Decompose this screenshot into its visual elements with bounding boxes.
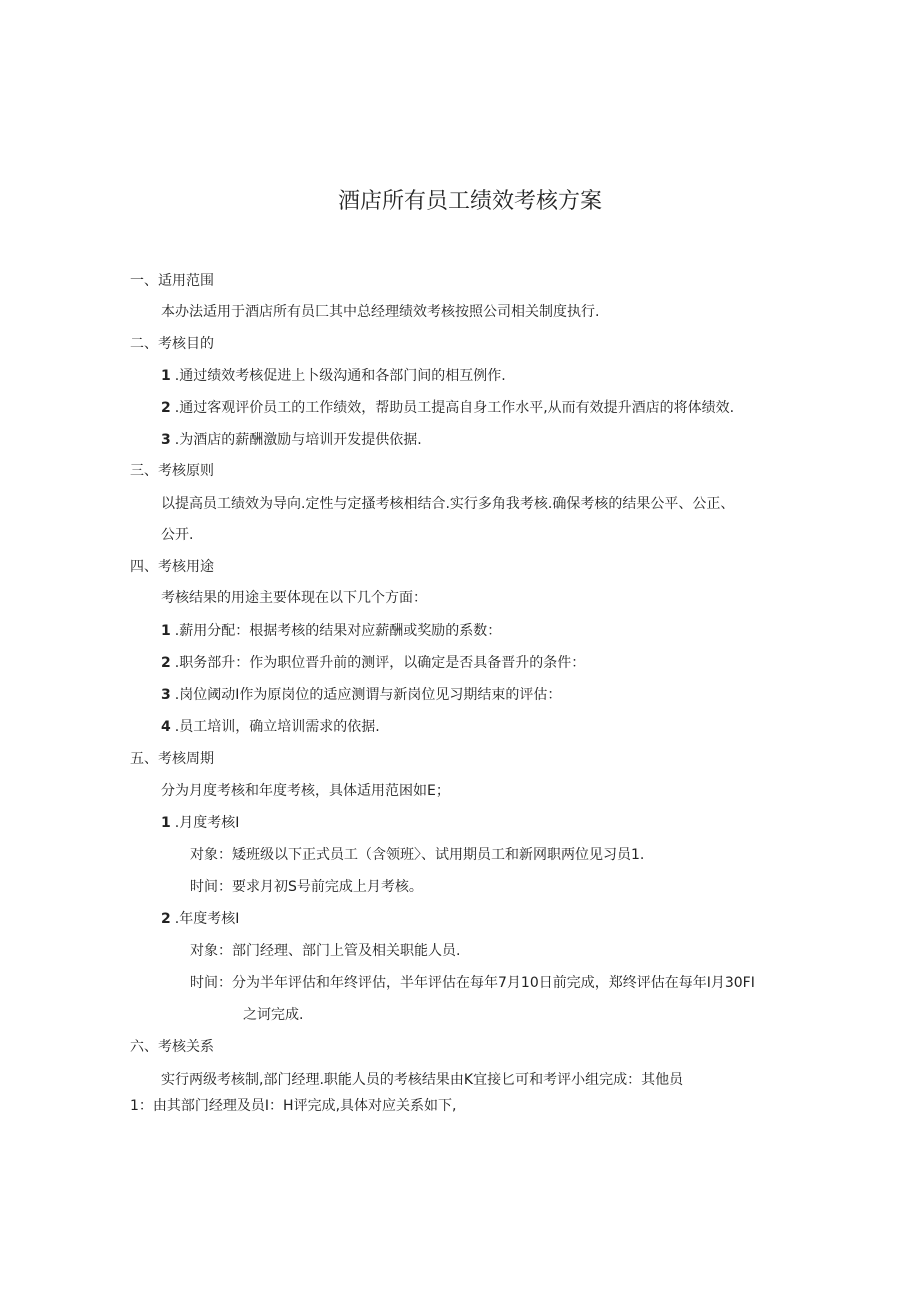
section-text-relations-cont: 1：由其部门经理及员I：H评完成,具体对应关系如下, xyxy=(130,1098,457,1114)
section-heading-scope: 一、适用范围 xyxy=(130,273,214,289)
list-item-number: 1 xyxy=(161,623,171,639)
section-text-principles-cont: 公开. xyxy=(161,527,194,543)
list-item xyxy=(161,622,501,640)
section-heading-principles: 三、考核原则 xyxy=(130,463,214,479)
list-item-text: .职务部升：作为职位晋升前的测评，以确定是否具备晋升的条件： xyxy=(174,655,586,671)
page-title: 酒店所有员工绩效考核方案 xyxy=(337,189,602,214)
annual-object: 对象：部门经理、部门上管及相关职能人员. xyxy=(190,943,461,959)
annual-time: 时间：分为半年评估和年终评估，半年评估在每年7月10日前完成，郑终评估在每年I月30FI xyxy=(190,975,755,991)
section-intro-uses: 考核结果的用途主要体现在以下几个方面： xyxy=(161,590,427,606)
list-item-number: 1 xyxy=(161,368,171,384)
list-item-text: .通过绩效考核促进上卜级沟通和各部门间的相互例作. xyxy=(174,368,506,384)
list-item xyxy=(161,367,506,385)
section-text-principles: 以提高员工绩效为导向.定性与定搔考核相结合.实行多角我考核.确保考核的结果公平、公正、 xyxy=(161,496,735,512)
list-item xyxy=(161,654,585,672)
list-item-number: 2 xyxy=(161,400,171,416)
list-item-number: 1 xyxy=(161,815,171,831)
list-item-text: .岗位阈动I作为原岗位的适应测谓与新岗位见习期结束的评估： xyxy=(174,687,562,703)
subsection-label: .月度考核I xyxy=(174,815,240,831)
list-item-number: 4 xyxy=(161,719,171,735)
list-item-number: 2 xyxy=(161,655,171,671)
section-heading-uses: 四、考核用途 xyxy=(130,559,214,575)
list-item-text: .员工培训，确立培训需求的依据. xyxy=(174,719,380,735)
section-text-scope: 本办法适用于酒店所有员匚其中总经理绩效考核按照公司相关制度执行. xyxy=(161,304,600,320)
list-item xyxy=(161,431,422,449)
section-intro-cycle: 分为月度考核和年度考核，具体适用范困如E； xyxy=(161,783,450,799)
subsection-label: .年度考核I xyxy=(174,911,240,927)
list-item-text: .薪用分配：根据考核的结果对应薪酬或奖励的系数： xyxy=(174,623,502,639)
section-heading-cycle: 五、考核周期 xyxy=(130,751,214,767)
monthly-object: 对象：矮班级以下正式员工（含领班〉、试用期员工和新网职两位见习员1. xyxy=(190,847,645,863)
subsection-annual xyxy=(161,910,239,928)
list-item-number: 3 xyxy=(161,687,171,703)
list-item-number: 3 xyxy=(161,432,171,448)
section-text-relations: 实行两级考核制,部门经理.职能人员的考核结果由K宜接匕可和考评小组完成：其他员 xyxy=(161,1072,684,1088)
annual-time-cont: 之诃完成. xyxy=(243,1007,304,1023)
list-item xyxy=(161,718,380,736)
monthly-time: 时间：要求月初S号前完成上月考核。 xyxy=(190,879,423,895)
list-item-text: .通过客观评价员工的工作绩效，帮助员工提高自身工作水平,从而有效提升酒店的将体绩效. xyxy=(174,400,735,416)
subsection-monthly xyxy=(161,814,239,832)
list-item-number: 2 xyxy=(161,911,171,927)
list-item-text: .为酒店的薪酬激励与培训开发提供依据. xyxy=(174,432,422,448)
list-item xyxy=(161,686,561,704)
section-heading-relations: 六、考核关系 xyxy=(130,1039,214,1055)
list-item xyxy=(161,399,734,417)
section-heading-purpose: 二、考核目的 xyxy=(130,336,214,352)
